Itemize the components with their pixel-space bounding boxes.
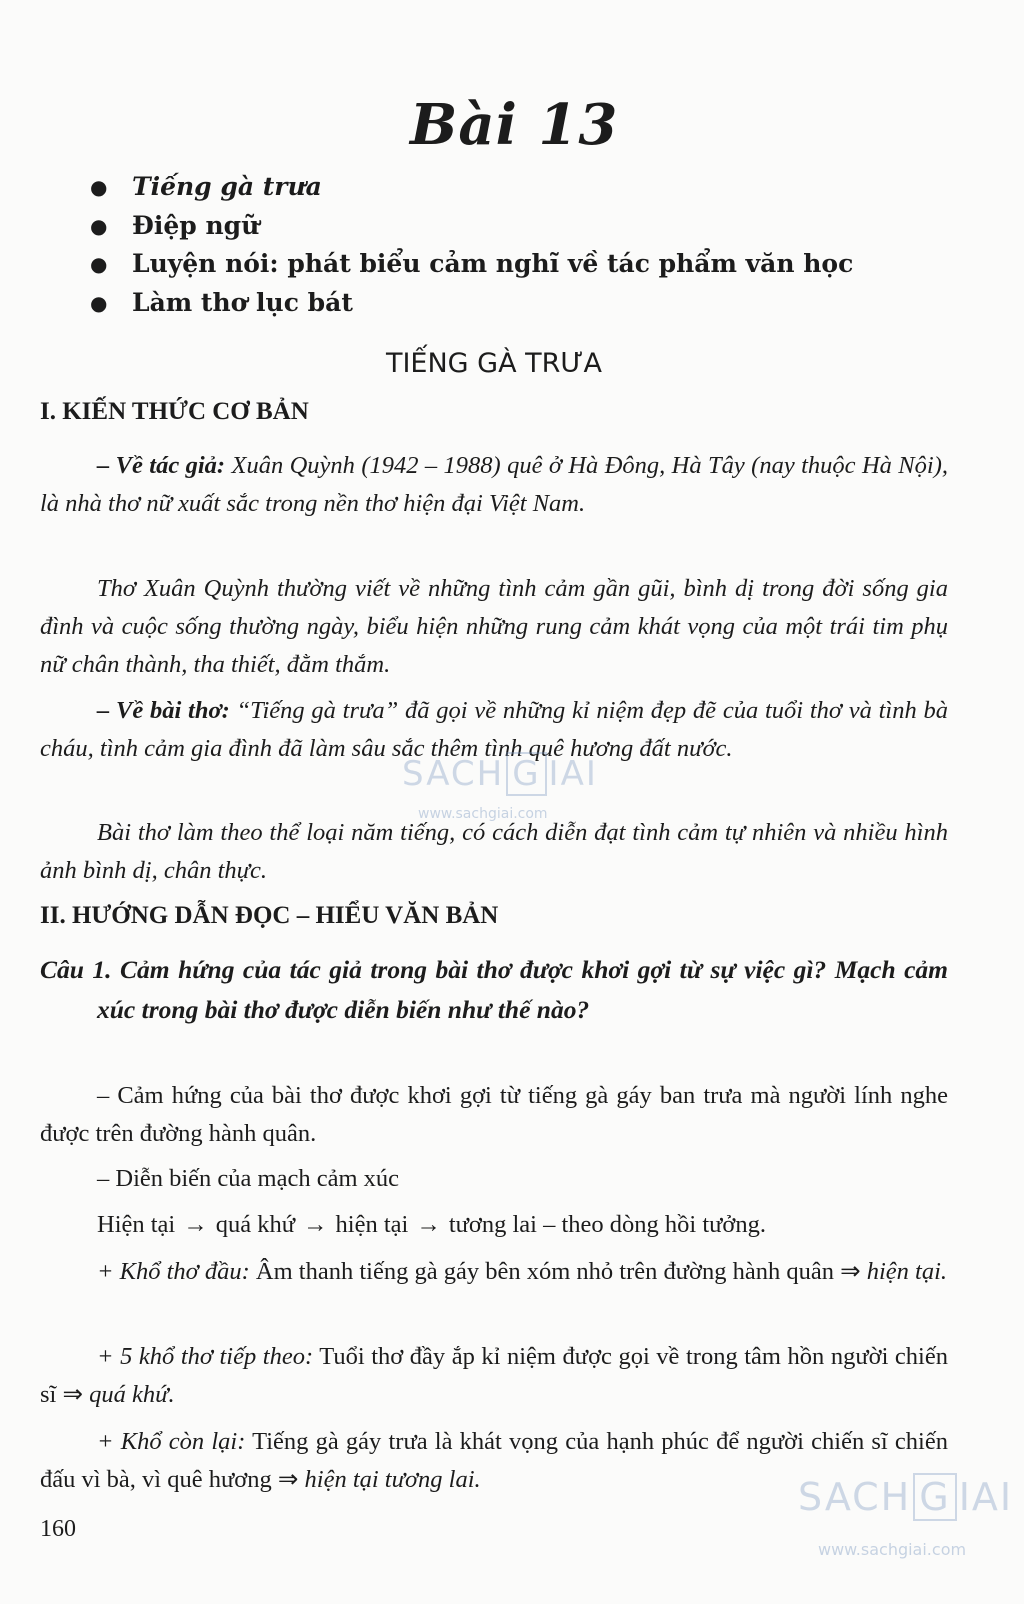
arrow-right-icon: → bbox=[416, 1211, 441, 1238]
topic-item: ● Làm thơ lục bát bbox=[90, 284, 853, 323]
question-1: Câu 1. Cảm hứng của tác giả trong bài thơ được khơi gợi từ sự việc gì? Mạch cảm xúc trong bài thơ được diễn biến như thế nào? bbox=[40, 955, 948, 1024]
stanza-last: + Khổ còn lại: Tiếng gà gáy trưa là khát vọng của hạnh phúc để người chiến sĩ chiến đấu vì bà, vì quê hương ⇒ hiện tại tương lai. bbox=[40, 1428, 948, 1493]
emotion-timeline: Hiện tại → quá khứ → hiện tại → tương lai – theo dòng hồi tưởng. bbox=[97, 1211, 767, 1238]
stanza-middle: + 5 khổ thơ tiếp theo: Tuổi thơ đầy ắp kỉ niệm được gọi về trong tâm hồn người chiến sĩ ⇒ quá khứ. bbox=[40, 1343, 948, 1408]
page-number: 160 bbox=[40, 1516, 76, 1542]
bullet-icon: ● bbox=[90, 175, 108, 199]
textbook-page bbox=[40, 0, 948, 1604]
bullet-icon: ● bbox=[90, 213, 108, 238]
double-arrow-icon: ⇒ bbox=[277, 1466, 299, 1493]
topic-item: ● Luyện nói: phát biểu cảm nghĩ về tác phẩm văn học bbox=[90, 245, 853, 284]
poem-paragraph: – Về bài thơ: “Tiếng gà trưa” đã gọi về những kỉ niệm đẹp đẽ của tuổi thơ và tình bà cháu, tình cảm gia đình đã làm sâu sắc thêm tình quê hương đất nước. bbox=[40, 697, 948, 762]
watermark-logo: SACH G IAI bbox=[402, 754, 598, 794]
answer-emotion-flow: – Diễn biến của mạch cảm xúc bbox=[97, 1165, 400, 1192]
style-paragraph: Thơ Xuân Quỳnh thường viết về những tình cảm gần gũi, bình dị trong đời sống gia đình và cuộc sống thường ngày, biểu hiện những rung cảm khát vọng của một trái tim phụ nữ chân thành, tha thiết, đằm thắm. bbox=[40, 575, 948, 678]
corner-watermark-url: www.sachgiai.com bbox=[818, 1540, 967, 1559]
form-paragraph: Bài thơ làm theo thể loại năm tiếng, có cách diễn đạt tình cảm tự nhiên và nhiều hình ảnh bình dị, chân thực. bbox=[40, 819, 948, 884]
section-title: TIẾNG GÀ TRƯA bbox=[385, 348, 603, 379]
double-arrow-icon: ⇒ bbox=[840, 1258, 861, 1285]
bullet-icon: ● bbox=[90, 290, 108, 315]
watermark-url: www.sachgiai.com bbox=[418, 806, 548, 822]
topic-item: ● Tiếng gà trưa bbox=[90, 168, 853, 207]
lesson-title: Bài 13 bbox=[410, 92, 619, 158]
double-arrow-icon: ⇒ bbox=[62, 1381, 83, 1408]
bullet-icon: ● bbox=[90, 252, 108, 276]
part2-heading: II. HƯỚNG DẪN ĐỌC – HIỂU VĂN BẢN bbox=[40, 902, 499, 929]
part1-heading: I. KIẾN THỨC CƠ BẢN bbox=[40, 398, 309, 425]
stanza-first: + Khổ thơ đầu: Âm thanh tiếng gà gáy bên xóm nhỏ trên đường hành quân ⇒ hiện tại. bbox=[97, 1258, 948, 1285]
topic-list bbox=[90, 168, 853, 322]
corner-watermark-logo: SACH G IAI bbox=[798, 1475, 1014, 1519]
arrow-right-icon: → bbox=[183, 1211, 208, 1238]
arrow-right-icon: → bbox=[303, 1211, 328, 1238]
answer-inspiration: – Cảm hứng của bài thơ được khơi gợi từ tiếng gà gáy ban trưa mà người lính nghe được trên đường hành quân. bbox=[40, 1082, 948, 1147]
author-paragraph: – Về tác giả: Xuân Quỳnh (1942 – 1988) quê ở Hà Đông, Hà Tây (nay thuộc Hà Nội), là nhà thơ nữ xuất sắc trong nền thơ hiện đại Việt Nam. bbox=[40, 452, 948, 517]
topic-item: ● Điệp ngữ bbox=[90, 207, 853, 246]
